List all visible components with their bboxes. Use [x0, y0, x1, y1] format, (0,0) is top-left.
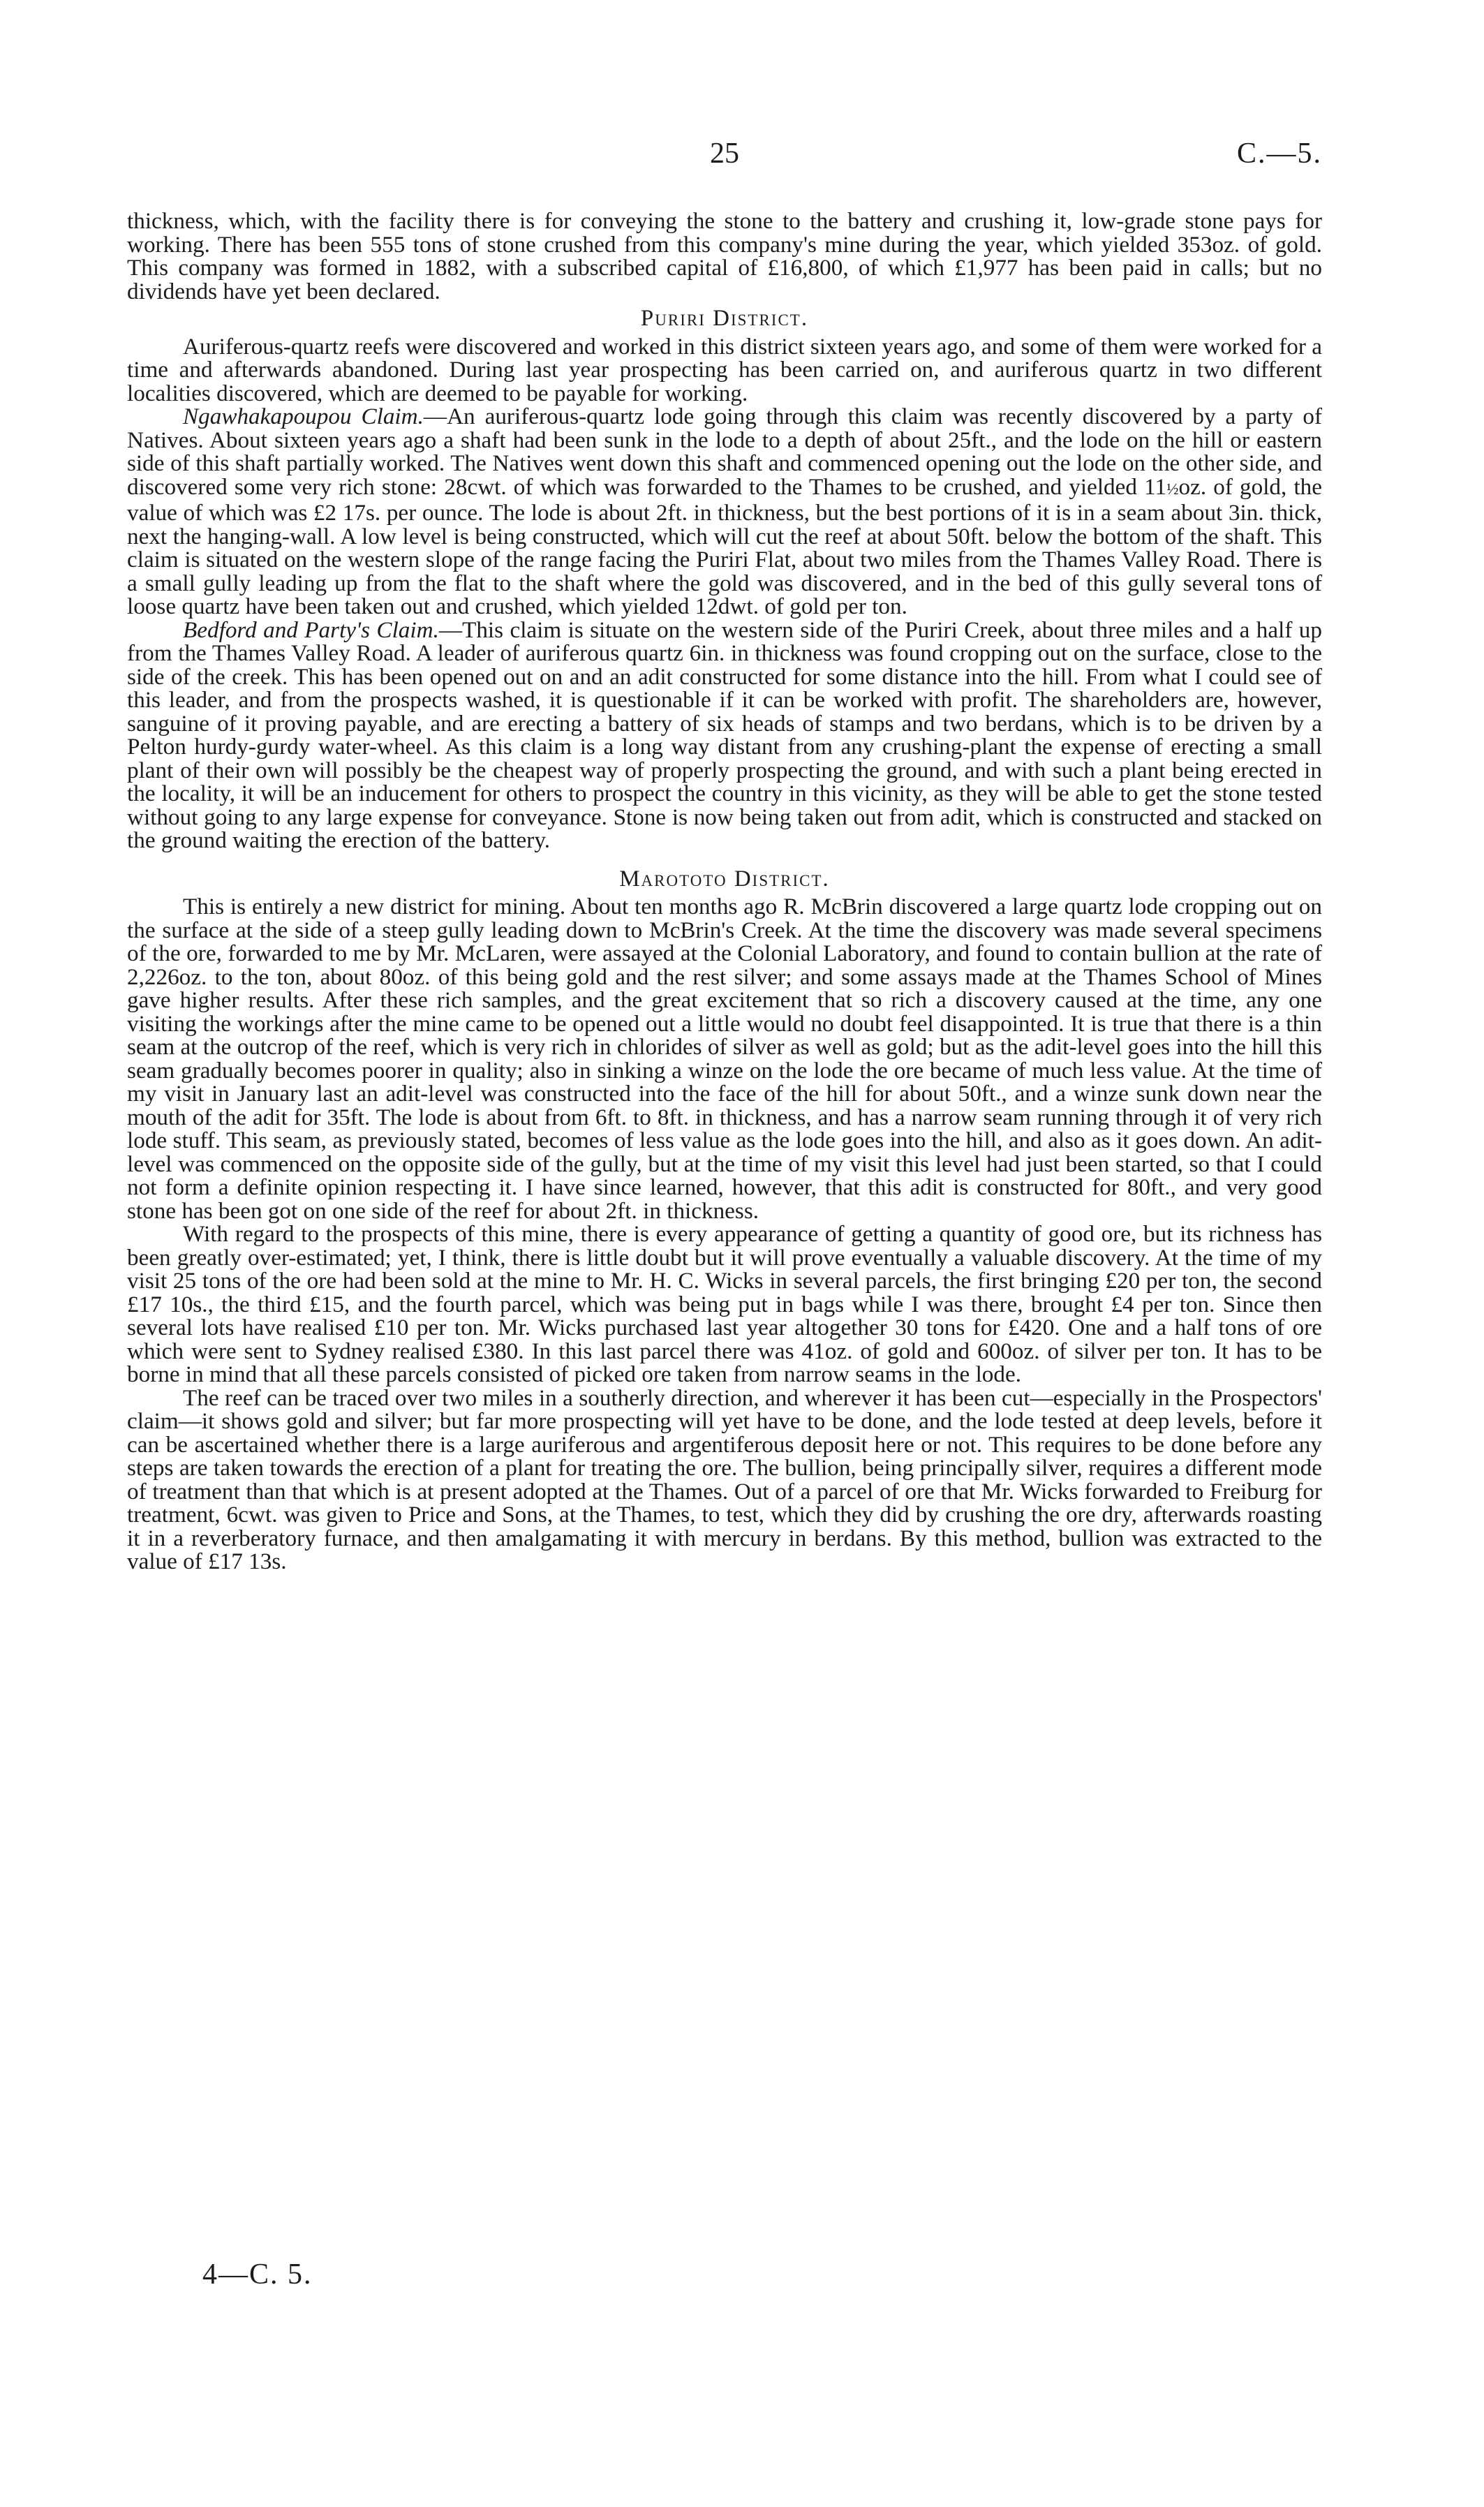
fraction-half: ½: [1166, 480, 1179, 498]
section-heading-marototo: Marototo District.: [619, 866, 830, 892]
page-header: [127, 137, 1322, 179]
paragraph-continuation: thickness, which, with the facility there is for conveying the stone to the battery and crushing it, low-grade stone pays for working. There has been 555 tons of stone crushed from this company's mine during the year, which yielded 353oz. of gold. This company was formed in 1882, with a subscribed capital of £16,800, of which £1,977 has been paid in calls; but no dividends have yet been declared.: [127, 208, 1322, 304]
paragraph-ngawhakapoupou-text-b: oz. of gold, the value of which was £2 17s. per ounce. The lode is about 2ft. in thickness, but the best portions of it is in a seam about 3in. thick, next the hanging-wall. A low level is being constructed, which will cut the reef at about 50ft. below the bottom of the shaft. This claim is situated on the western slope of the range facing the Puriri Flat, about two miles from the Thames Valley Road. There is a small gully leading up from the flat to the shaft where the gold was discovered, and in the bed of this gully several tons of loose quartz have been taken out and crushed, which yielded 12dwt. of gold per ton.: [127, 473, 1322, 619]
claim-name-bedford: Bedford and Party's Claim.: [183, 616, 439, 643]
paragraph-bedford-text: —This claim is situate on the western side of the Puriri Creek, about three miles and a half up from the Thames Valley Road. A leader of auriferous quartz 6in. in thickness was found cropping out on the surface, close to the side of the creek. This has been opened out on and an adit constructed for some distance into the hill. From what I could see of this leader, and from the prospects washed, it is questionable if it can be worked with profit. The shareholders are, however, sanguine of it proving payable, and are erecting a battery of six heads of stamps and two berdans, which is to be driven by a Pelton hurdy-gurdy water-wheel. As this claim is a long way distant from any crushing-plant the expense of erecting a small plant of their own will possibly be the cheapest way of properly prospecting the ground, and with such a plant being erected in the locality, it will be an inducement for others to prospect the country in this vicinity, as they will be able to get the stone tested without going to any large expense for conveyance. Stone is now being taken out from adit, which is constructed and stacked on the ground waiting the erection of the battery.: [127, 616, 1322, 853]
paragraph-marototo-intro: This is entirely a new district for mining. About ten months ago R. McBrin discovered a large quartz lode cropping out on the surface at the side of a steep gully leading down to McBrin's Creek. At the time the discovery was made several specimens of the ore, forwarded to me by Mr. McLaren, were assayed at the Colonial Laboratory, and found to contain bullion at the rate of 2,226oz. to the ton, about 80oz. of this being gold and the rest silver; and some assays made at the Thames School of Mines gave higher results. After these rich samples, and the great excitement that so rich a discovery caused at the time, any one visiting the workings after the mine came to be opened out a little would no doubt feel disappointed. It is true that there is a thin seam at the outcrop of the reef, which is very rich in chlorides of silver as well as gold; but as the adit-level goes into the hill this seam gradually becomes poorer in quality; also in sinking a winze on the lode the ore became of much less value. At the time of my visit in January last an adit-level was constructed into the face of the hill for about 50ft., and a winze sunk down near the mouth of the adit for 35ft. The lode is about from 6ft. to 8ft. in thickness, and has a narrow seam running through it of very rich lode stuff. This seam, as previously stated, becomes of less value as the lode goes into the hill, and also as it goes down. An adit-level was commenced on the opposite side of the gully, but at the time of my visit this level had just been started, so that I could not form a definite opinion respecting it. I have since learned, however, that this adit is constructed for 80ft., and very good stone has been got on one side of the reef for about 2ft. in thickness.: [127, 894, 1322, 1224]
body-text: [127, 209, 1322, 1574]
series-code: C.—5.: [1236, 138, 1322, 170]
paragraph-ngawhakapoupou-claim: [127, 405, 1322, 619]
paragraph-marototo-prospects: With regard to the prospects of this mine, there is every appearance of getting a quantity of good ore, but its richness has been greatly over-estimated; yet, I think, there is little doubt but it will prove eventually a valuable discovery. At the time of my visit 25 tons of the ore had been sold at the mine to Mr. H. C. Wicks in several parcels, the first bringing £20 per ton, the second £17 10s., the third £15, and the fourth parcel, which was being put in bags while I was there, brought £4 per ton. Since then several lots have realised £10 per ton. Mr. Wicks purchased last year altogether 30 tons for £420. One and a half tons of ore which were sent to Sydney realised £380. In this last parcel there was 41oz. of gold and 600oz. of silver per ton. It has to be borne in mind that all these parcels consisted of picked ore taken from narrow seams in the lode.: [127, 1221, 1322, 1387]
paragraph-puriri-intro: Auriferous-quartz reefs were discovered and worked in this district sixteen years ago, and some of them were worked for a time and afterwards abandoned. During last year prospecting has been carried on, and auriferous quartz in two different localities discovered, which are deemed to be payable for working.: [127, 333, 1322, 406]
page-number: 25: [710, 138, 739, 170]
claim-name-ngawhakapoupou: Ngawhakapoupou Claim.: [183, 404, 424, 429]
paragraph-bedford-claim: [127, 616, 1322, 853]
section-heading-puriri: Puriri District.: [640, 306, 809, 331]
paragraph-marototo-reef: The reef can be traced over two miles in a southerly direction, and wherever it has been cut—especially in the Prospectors' claim—it shows gold and silver; but far more prospecting will yet have to be done, and the lode tested at deep levels, before it can be ascertained whether there is a large auriferous and argentiferous deposit here or not. This requires to be done before any steps are taken towards the erection of a plant for treating the ore. The bullion, being principally silver, requires a different mode of treatment than that which is at present adopted at the Thames. Out of a parcel of ore that Mr. Wicks forwarded to Freiburg for treatment, 6cwt. was given to Price and Sons, at the Thames, to test, which they did by crushing the ore dry, afterwards roasting it in a reverberatory furnace, and then amalgamating it with mercury in berdans. By this method, bullion was extracted to the value of £17 13s.: [127, 1384, 1322, 1574]
paragraph-ngawhakapoupou-text-a: —An auriferous-quartz lode going through this claim was recently discovered by a party of Natives. About sixteen years ago a shaft had been sunk in the lode to a depth of about 25ft., and the lode on the hill or eastern side of this shaft partially worked. The Natives went down this shaft and commenced opening out the lode on the other side, and discovered some very rich stone: 28cwt. of which was forwarded to the Thames to be crushed, and yielded 11: [127, 404, 1322, 500]
signature-mark: 4—C. 5.: [202, 2258, 313, 2291]
